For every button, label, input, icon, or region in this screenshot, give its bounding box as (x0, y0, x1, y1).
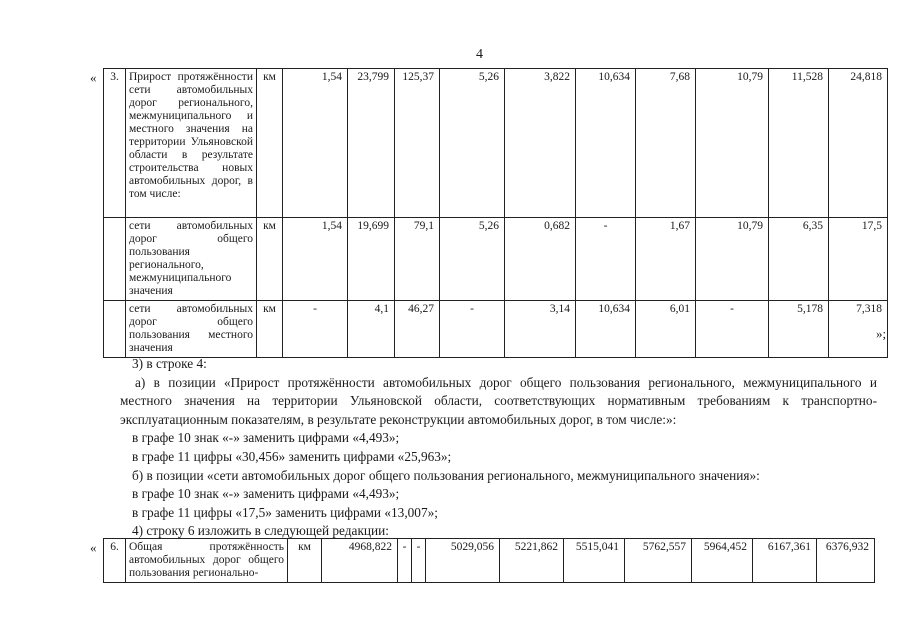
value-cell: 4968,822 (322, 539, 398, 583)
value-cell: 3,822 (505, 69, 576, 218)
page-number: 4 (476, 47, 483, 62)
table-line-3 (103, 68, 888, 358)
table-line-6 (103, 538, 875, 583)
row-unit: км (288, 539, 322, 583)
value-cell: 11,528 (769, 69, 829, 218)
value-cell: 19,699 (348, 218, 395, 301)
value-cell: 4,1 (348, 301, 395, 358)
value-cell: 3,14 (505, 301, 576, 358)
amendment-subitem-b: б) в позиции «сети автомобильных дорог общего пользования регионального, межмуниципального значения»: (132, 467, 760, 483)
value-cell: 10,79 (696, 218, 769, 301)
value-cell: 1,54 (283, 69, 348, 218)
amendment-line: в графе 10 знак «-» заменить цифрами «4,493»; (132, 430, 400, 446)
value-cell: 5762,557 (625, 539, 692, 583)
table-row (104, 218, 888, 301)
value-cell: 5,178 (769, 301, 829, 358)
value-cell: 6,01 (636, 301, 696, 358)
row-unit: км (257, 301, 283, 358)
value-cell: 5964,452 (692, 539, 753, 583)
row-unit: км (257, 69, 283, 218)
row-unit: км (257, 218, 283, 301)
value-cell: 10,79 (696, 69, 769, 218)
value-cell: 6376,932 (817, 539, 875, 583)
value-cell: 5,26 (440, 69, 505, 218)
opening-quote-2: « (90, 540, 97, 555)
row-name: сети автомобильных дорог общего пользования местного значения (126, 301, 257, 358)
amendment-subitem-a: а) в позиции «Прирост протяжённости автомобильных дорог общего пользования регионального, межмуниципального и местного значения на территории Ульяновской области, соответствующих нормативным требованиям к транспортно-эксплуатационным показателям, в результате реконструкции автомобильных дорог, в том числе:»: (120, 374, 877, 427)
value-cell: 10,634 (576, 301, 636, 358)
value-cell: 125,37 (395, 69, 440, 218)
row-name: Общая протяжённость автомобильных дорог общего пользования регионально- (126, 539, 288, 583)
value-cell: 10,634 (576, 69, 636, 218)
value-cell: 6167,361 (753, 539, 817, 583)
value-cell: 5221,862 (500, 539, 564, 583)
row-number: 3. (104, 69, 126, 218)
value-cell: 7,68 (636, 69, 696, 218)
row-name: сети автомобильных дорог общего пользования регионального, межмуниципального значения (126, 218, 257, 301)
value-cell: 6,35 (769, 218, 829, 301)
value-cell: 24,818 (829, 69, 888, 218)
value-cell: 1,67 (636, 218, 696, 301)
table-row (104, 69, 888, 218)
value-cell: - (440, 301, 505, 358)
value-cell: - (576, 218, 636, 301)
amendment-line: в графе 11 цифры «17,5» заменить цифрами «13,007»; (132, 504, 438, 520)
row-number (104, 218, 126, 301)
amendment-line: в графе 10 знак «-» заменить цифрами «4,493»; (132, 486, 400, 502)
table-row (104, 539, 875, 583)
row-name: Прирост протяжённости сети автомобильных дорог регионального, межмуниципального и местного значения на территории Ульяновской области в результате строительства новых автомобильных дорог, в том числе: (126, 69, 257, 218)
value-cell: - (696, 301, 769, 358)
row-number: 6. (104, 539, 126, 583)
opening-quote-1: « (90, 70, 97, 85)
value-cell: 1,54 (283, 218, 348, 301)
value-cell: 17,5 (829, 218, 888, 301)
value-cell: 23,799 (348, 69, 395, 218)
table-row (104, 301, 888, 358)
amendment-line: в графе 11 цифры «30,456» заменить цифрами «25,963»; (132, 448, 452, 464)
value-cell: 79,1 (395, 218, 440, 301)
amendment-item-3: 3) в строке 4: (132, 356, 207, 371)
amendment-text (120, 355, 877, 541)
value-cell: - (283, 301, 348, 358)
value-cell: 0,682 (505, 218, 576, 301)
value-cell: 46,27 (395, 301, 440, 358)
value-cell: 5,26 (440, 218, 505, 301)
closing-quote: »; (876, 326, 887, 341)
value-cell: 7,318 (829, 301, 888, 358)
amendment-item-4: 4) строку 6 изложить в следующей редакции: (132, 523, 389, 539)
value-cell: 5029,056 (426, 539, 500, 583)
value-cell: - (398, 539, 412, 583)
value-cell: 5515,041 (564, 539, 625, 583)
row-number (104, 301, 126, 358)
value-cell: - (412, 539, 426, 583)
